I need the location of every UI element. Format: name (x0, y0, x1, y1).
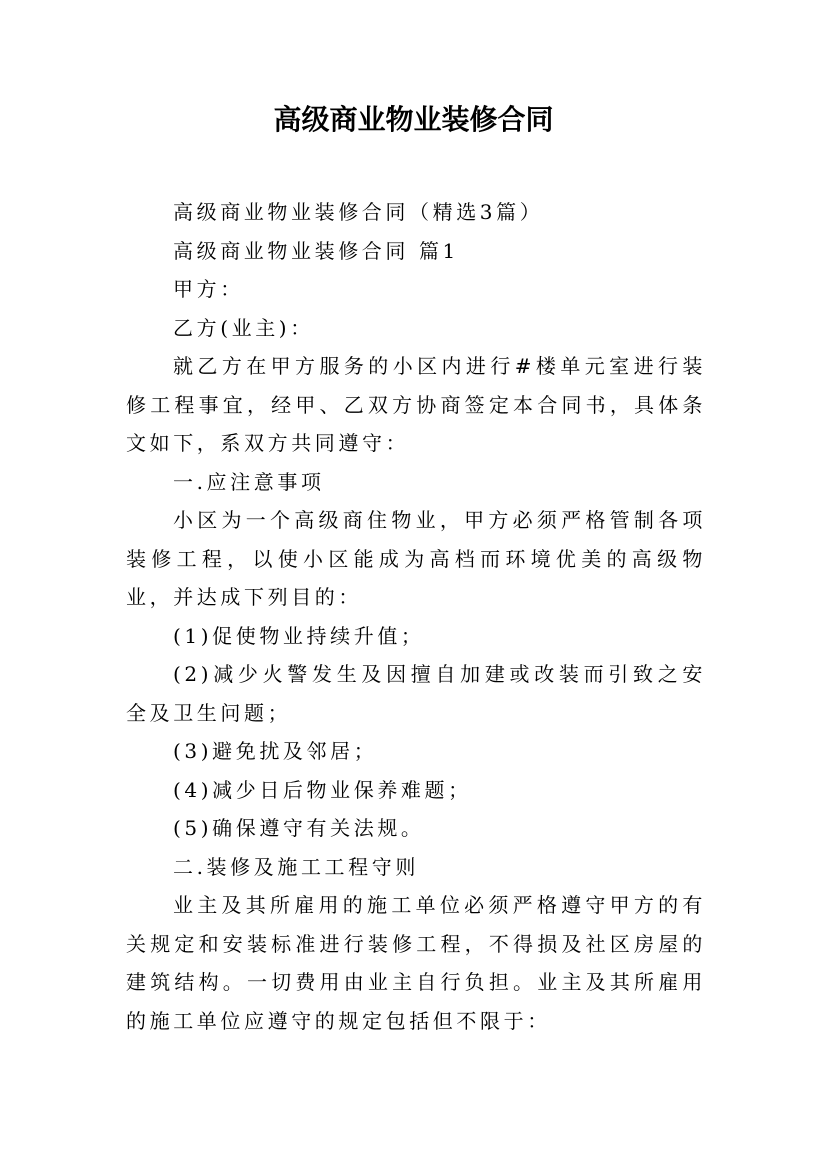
party-a-label: 甲方： (173, 277, 244, 301)
document-title: 高级商业物业装修合同 (273, 103, 554, 136)
document-body (126, 193, 706, 1040)
section-heading-2: 二.装修及施工工程守则 (173, 854, 419, 879)
list-item: (2)减少火警发生及因擅自加建或改装而引致之安全及卫生问题； (126, 662, 706, 725)
section-heading-1: 一.应注意事项 (173, 469, 325, 494)
body-paragraph: 业主及其所雇用的施工单位必须严格遵守甲方的有关规定和安装标准进行装修工程，不得损及社区房屋的建筑结构。一切费用由业主自行负担。业主及其所雇用的施工单位应遵守的规定包括但不限于： (126, 893, 706, 1033)
list-item: (4)减少日后物业保养难题； (173, 777, 472, 802)
subtitle-paragraph: 高级商业物业装修合同（精选3篇） (173, 200, 544, 224)
intro-paragraph: 就乙方在甲方服务的小区内进行#楼单元室进行装修工程事宜，经甲、乙双方协商签定本合同书，具体条文如下，系双方共同遵守： (126, 354, 706, 455)
party-b-label: 乙方(业主)： (173, 315, 314, 340)
list-item: (3)避免扰及邻居； (173, 739, 378, 763)
list-item: (5)确保遵守有关法规。 (173, 816, 425, 840)
list-item: (1)促使物业持续升值； (173, 623, 425, 648)
section-heading-part-1: 高级商业物业装修合同 篇1 (173, 238, 459, 263)
body-paragraph: 小区为一个高级商住物业，甲方必须严格管制各项装修工程，以使小区能成为高档而环境优美的高级物业，并达成下列目的： (126, 508, 706, 609)
